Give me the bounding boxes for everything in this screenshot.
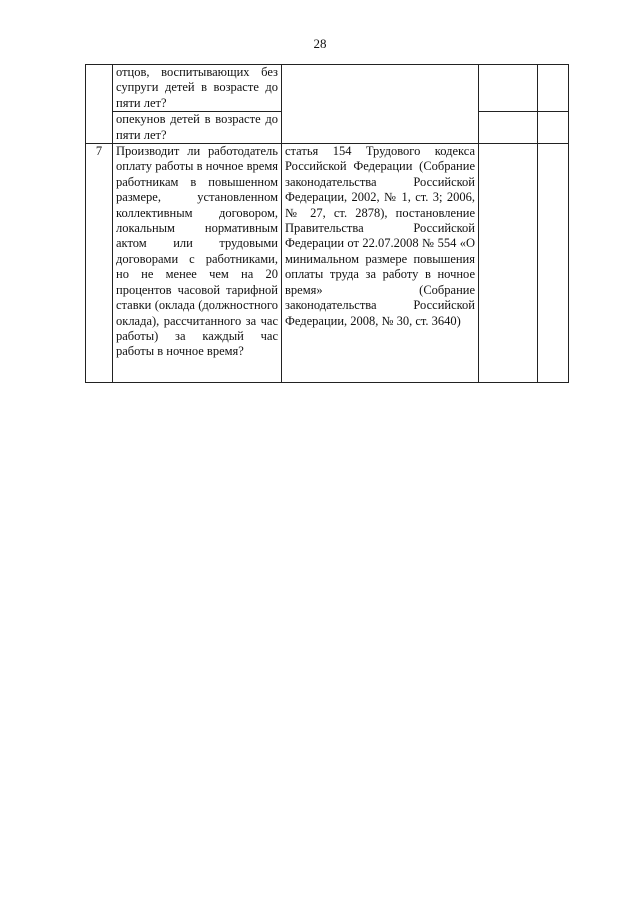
reference-cell bbox=[282, 65, 479, 144]
table-row bbox=[86, 65, 569, 112]
answer-cell bbox=[479, 112, 538, 144]
row-number-cell: 7 bbox=[86, 144, 113, 383]
table-row bbox=[86, 144, 569, 383]
note-cell bbox=[538, 65, 569, 112]
question-cell: Производит ли работодатель оплату работы в ночное время работникам в повышенном размере, установленном коллективным договором, локальным нормативным актом или трудовыми договорами с работниками, но не менее чем на 20 процентов часовой тарифной ставки (оклада (должностного оклада), рассчитанного за час работы) за каждый час работы в ночное время? bbox=[113, 144, 282, 383]
inspection-checklist-table bbox=[85, 64, 569, 383]
question-cell: отцов, воспитывающих без супруги детей в возрасте до пяти лет? bbox=[113, 65, 282, 112]
reference-cell: статья 154 Трудового кодекса Российской Федерации (Собрание законодательства Российской Федерации, 2002, № 1, ст. 3; 2006, № 27, ст. 2878), постановление Правительства Российской Федерации от 22.07.2008 № 554 «О минимальном размере повышения оплаты труда за работу в ночное время» (Собрание законодательства Российской Федерации, 2008, № 30, ст. 3640) bbox=[282, 144, 479, 383]
note-cell bbox=[538, 112, 569, 144]
answer-cell bbox=[479, 65, 538, 112]
question-cell: опекунов детей в возрасте до пяти лет? bbox=[113, 112, 282, 144]
page-number: 28 bbox=[313, 36, 327, 51]
row-number-cell bbox=[86, 65, 113, 144]
answer-cell bbox=[479, 144, 538, 383]
note-cell bbox=[538, 144, 569, 383]
